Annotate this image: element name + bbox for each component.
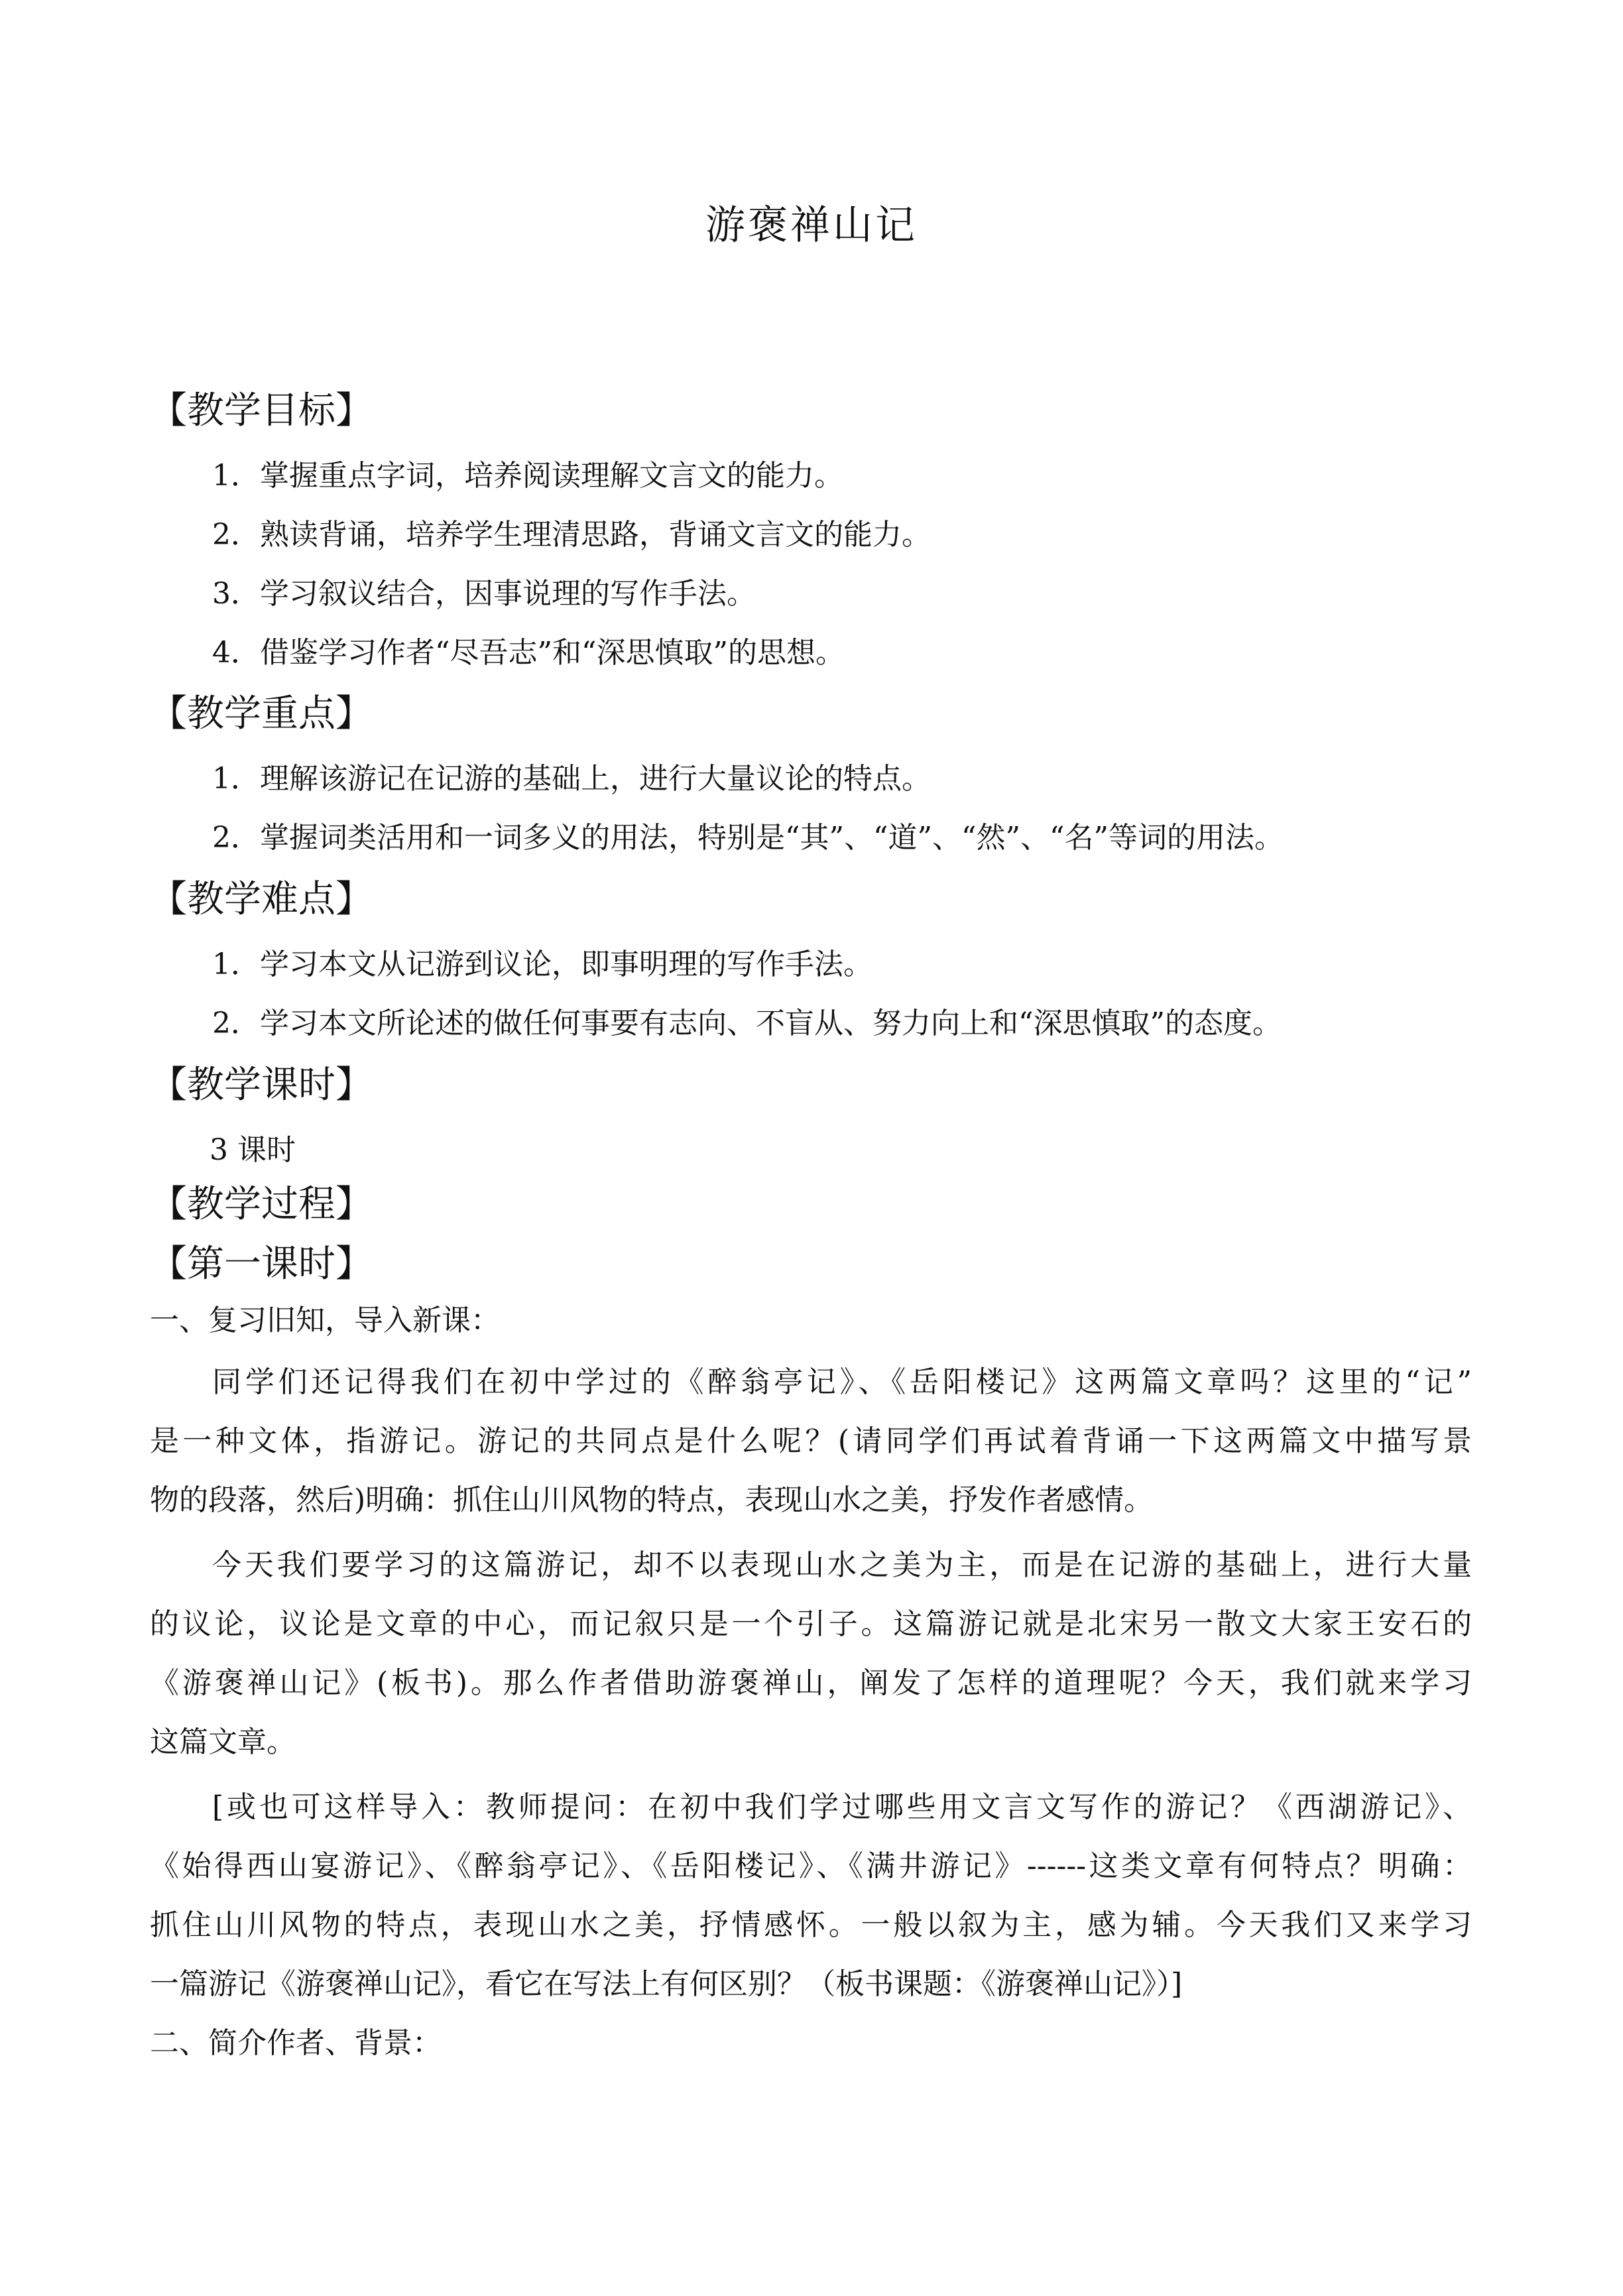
paragraph-line: 抓住山川风物的特点，表现山水之美，抒情感怀。一般以叙为主，感为辅。今天我们又来学习: [150, 1908, 1472, 1942]
paragraph-line: 同学们还记得我们在初中学过的《醉翁亭记》、《岳阳楼记》这两篇文章吗？这里的“记”: [212, 1365, 1472, 1399]
section-heading-objectives: 【教学目标】: [150, 389, 373, 432]
page-title: 游褒禅山记: [705, 202, 918, 249]
part-two-title: 二、简介作者、背景：: [150, 2026, 442, 2060]
section-heading-process: 【教学过程】: [150, 1183, 373, 1226]
section-heading-hours: 【教学课时】: [150, 1063, 373, 1107]
key-point-item: 1．理解该游记在记游的基础上，进行大量议论的特点。: [212, 762, 931, 796]
paragraph-line: 一篇游记《游褒禅山记》，看它在写法上有何区别？（板书课题：《游褒禅山记》）]: [150, 1967, 1183, 2001]
difficulty-item: 1．学习本文从记游到议论，即事明理的写作手法。: [212, 947, 872, 981]
section-heading-key-points: 【教学重点】: [150, 692, 373, 735]
paragraph-line: 《游褒禅山记》(板书)。那么作者借助游褒禅山，阐发了怎样的道理呢？今天，我们就来学习: [150, 1666, 1472, 1700]
paragraph-line: 是一种文体，指游记。游记的共同点是什么呢？(请同学们再试着背诵一下这两篇文中描写景: [150, 1424, 1472, 1458]
objective-item: 2．熟读背诵，培养学生理清思路，背诵文言文的能力。: [212, 518, 931, 552]
objective-item: 4．借鉴学习作者“尽吾志”和“深思慎取”的思想。: [212, 636, 845, 670]
paragraph-line: 《始得西山宴游记》、《醉翁亭记》、《岳阳楼记》、《满井游记》------这类文章有何特点？明确：: [150, 1849, 1472, 1883]
paragraph-line: 物的段落，然后)明确：抓住山川风物的特点，表现山水之美，抒发作者感情。: [150, 1483, 1154, 1517]
paragraph-line: 的议论，议论是文章的中心，而记叙只是一个引子。这篇游记就是北宋另一散文大家王安石的: [150, 1607, 1472, 1641]
paragraph-line: 今天我们要学习的这篇游记，却不以表现山水之美为主，而是在记游的基础上，进行大量: [212, 1548, 1472, 1582]
paragraph-line: [或也可这样导入：教师提问：在初中我们学过哪些用文言文写作的游记？《西湖游记》、: [212, 1790, 1472, 1824]
part-one-title: 一、复习旧知，导入新课：: [150, 1303, 500, 1337]
hours-value: 3 课时: [210, 1133, 296, 1167]
paragraph-line: 这篇文章。: [150, 1725, 296, 1759]
key-point-item: 2．掌握词类活用和一词多义的用法，特别是“其”、“道”、“然”、“名”等词的用法。: [212, 821, 1284, 855]
section-heading-difficulties: 【教学难点】: [150, 878, 373, 921]
difficulty-item: 2．学习本文所论述的做任何事要有志向、不盲从、努力向上和“深思慎取”的态度。: [212, 1006, 1282, 1040]
objective-item: 1．掌握重点字词，培养阅读理解文言文的能力。: [212, 459, 843, 493]
objective-item: 3．学习叙议结合，因事说理的写作手法。: [212, 577, 756, 611]
section-heading-first-lesson: 【第一课时】: [150, 1242, 373, 1286]
